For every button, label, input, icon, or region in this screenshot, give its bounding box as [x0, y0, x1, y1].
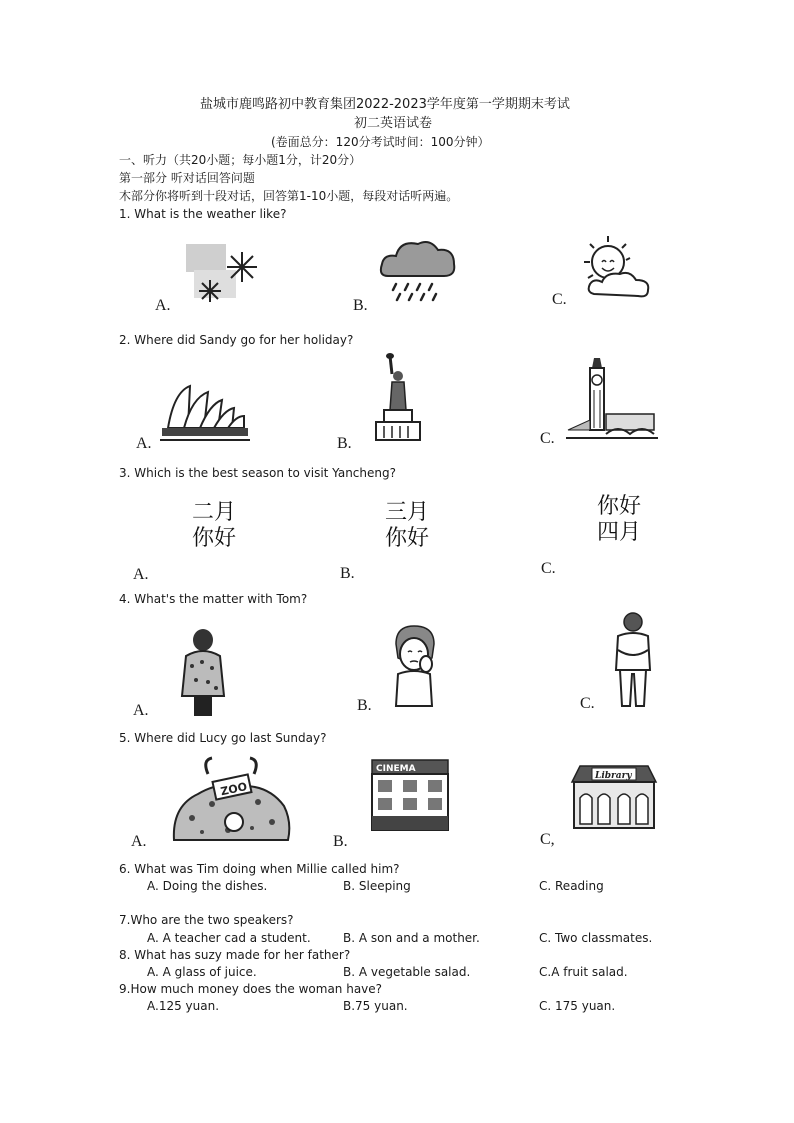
q3-option-b-label: B. — [340, 565, 355, 582]
february-card-bottom: 你好 — [191, 526, 236, 551]
q1-option-a-label: A. — [155, 297, 171, 314]
q8-option-b: B. A vegetable salad. — [343, 965, 471, 979]
q9-option-c: C. 175 yuan. — [539, 999, 616, 1013]
score-time: (卷面总分：120分考试时间：100分钟） — [271, 135, 490, 149]
instruction-text: 木部分你将听到十段对话，回答第1-10小题，每段对话听两遍。 — [119, 189, 459, 203]
q5-option-a-label: A. — [131, 833, 147, 850]
february-card-icon — [174, 500, 254, 552]
q2-option-b-label: B. — [337, 435, 352, 452]
question-7: 7.Who are the two speakers? — [119, 913, 294, 927]
cinema-sign: CINEMA — [376, 764, 416, 774]
february-card-top: 二月 — [191, 500, 236, 525]
question-6: 6. What was Tim doing when Millie called him? — [119, 862, 400, 876]
q6-option-b: B. Sleeping — [343, 879, 411, 893]
exam-subtitle: 初二英语试卷 — [354, 116, 433, 131]
question-4: 4. What's the matter with Tom? — [119, 592, 308, 606]
big-ben-icon — [566, 354, 658, 442]
q4-option-a-label: A. — [133, 702, 149, 719]
toothache-icon — [386, 622, 442, 708]
q7-option-a: A. A teacher cad a student. — [147, 931, 311, 945]
q1-option-b-label: B. — [353, 297, 368, 314]
hello-card-icon — [584, 494, 654, 546]
q2-option-c-label: C. — [540, 430, 555, 447]
q8-option-c: C.A fruit salad. — [539, 965, 628, 979]
q8-option-a: A. A glass of juice. — [147, 965, 257, 979]
part-heading: 第一部分 听对话回答问题 — [119, 171, 255, 185]
q3-option-a-label: A. — [133, 566, 149, 583]
hello-card-bottom: 四月 — [596, 520, 641, 545]
q9-option-a: A.125 yuan. — [147, 999, 220, 1013]
question-5: 5. Where did Lucy go last Sunday? — [119, 731, 327, 745]
q3-option-c-label: C. — [541, 560, 556, 577]
q7-option-c: C. Two classmates. — [539, 931, 653, 945]
q6-option-a: A. Doing the dishes. — [147, 879, 268, 893]
zoo-icon — [168, 756, 294, 844]
question-2: 2. Where did Sandy go for her holiday? — [119, 333, 354, 347]
sun-cloud-icon — [580, 232, 656, 304]
stomachache-icon — [608, 610, 658, 710]
hello-card-top: 你好 — [596, 494, 641, 519]
q4-option-c-label: C. — [580, 695, 595, 712]
girl-icon — [178, 626, 228, 718]
exam-title: 盐城市鹿鸣路初中教育集团2022-2023学年度第一学期期末考试 — [200, 97, 570, 112]
question-1: 1. What is the weather like? — [119, 207, 287, 221]
q6-option-c: C. Reading — [539, 879, 604, 893]
zoo-sign: ZOO — [219, 780, 249, 799]
statue-of-liberty-icon — [368, 352, 424, 444]
cinema-icon — [368, 756, 452, 836]
opera-house-icon — [160, 380, 250, 442]
question-9: 9.How much money does the woman have? — [119, 982, 383, 996]
library-sign: Library — [595, 771, 632, 781]
rain-cloud-icon — [378, 236, 458, 306]
q2-option-a-label: A. — [136, 435, 152, 452]
q5-option-c-label: C, — [540, 831, 555, 848]
march-card-bottom: 你好 — [384, 526, 429, 551]
march-card-top: 三月 — [384, 500, 429, 525]
snow-icon — [184, 240, 259, 306]
section-heading: 一、听力（共20小题；每小题1分，计20分） — [119, 153, 362, 167]
question-3: 3. Which is the best season to visit Yancheng? — [119, 466, 396, 480]
question-8: 8. What has suzy made for her father? — [119, 948, 351, 962]
q1-option-c-label: C. — [552, 291, 567, 308]
q5-option-b-label: B. — [333, 833, 348, 850]
q7-option-b: B. A son and a mother. — [343, 931, 480, 945]
q4-option-b-label: B. — [357, 697, 372, 714]
library-icon — [568, 762, 660, 832]
q9-option-b: B.75 yuan. — [343, 999, 408, 1013]
march-card-icon — [374, 500, 440, 552]
